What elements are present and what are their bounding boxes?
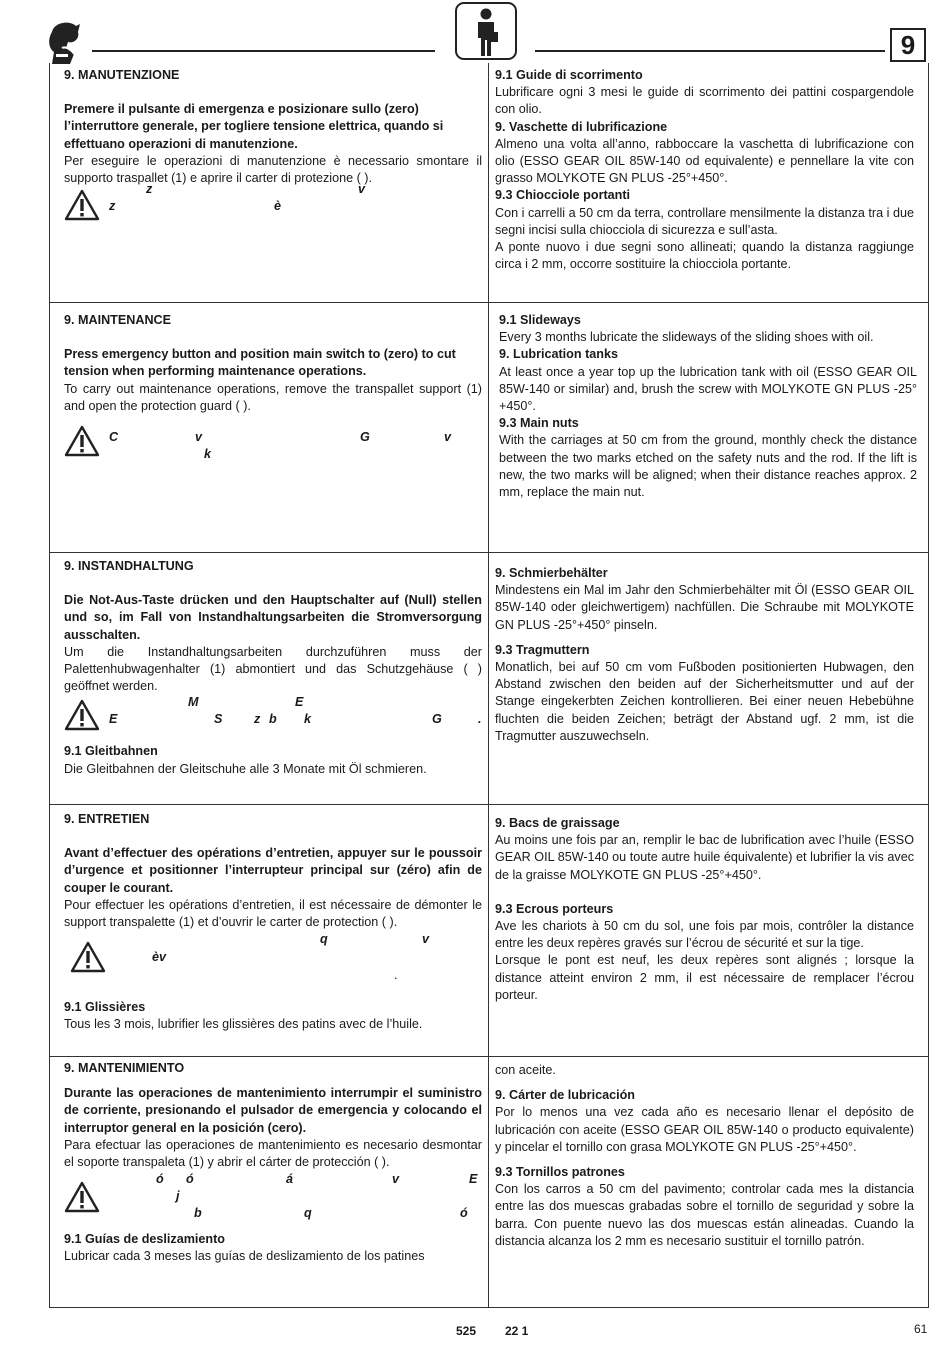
warning-block [70, 931, 488, 999]
warning-icon [70, 941, 106, 973]
footer-model-code: 22 1 [505, 1324, 529, 1338]
warning-text-fragment: z [254, 712, 261, 727]
warning-text-fragment: è [274, 199, 282, 214]
warning-text-fragment: j [176, 1189, 180, 1204]
header-rule-right [535, 50, 885, 52]
subsection-text: At least once a year top up the lubrication tank with oil (ESSO GEAR OIL 85W-140 or similar) and, brush the screw with MOLYKOTE GN PLUS -25°+450°. [499, 364, 917, 414]
subsection-text: Every 3 months lubricate the slideways of the sliding shoes with oil. [499, 330, 874, 345]
warning-text-fragment: v [422, 932, 430, 947]
header-rule-left [92, 50, 435, 52]
subsection-title: 9.3 Ecrous porteurs [495, 901, 614, 916]
warning-text-fragment: E [109, 712, 118, 727]
warning-text-fragment: v [195, 430, 203, 445]
safety-instruction: Press emergency button and position main switch to (zero) to cut tension when performing maintenance operations. [64, 347, 456, 379]
body-text: Para efectuar las operaciones de mantenimiento es necesario desmontar el soporte transpaleta (1) y abrir el cárter de protección ( ). [64, 1137, 482, 1170]
subsection-title: 9.3 Chiocciole portanti [495, 188, 631, 203]
subsection-title: 9.1 Gleitbahnen [64, 744, 158, 759]
section-es-left [64, 1060, 482, 1266]
section-de-right [495, 565, 914, 745]
subsection-title: 9. Cárter de lubricación [495, 1088, 635, 1103]
warning-icon [64, 189, 100, 221]
section-es-right [495, 1062, 914, 1250]
subsection-text-continued: con aceite. [495, 1063, 556, 1077]
section-title: 9. ENTRETIEN [64, 812, 150, 826]
section-title: 9. MAINTENANCE [64, 313, 172, 327]
section-fr-right [495, 815, 914, 1004]
warning-block [64, 1171, 482, 1231]
subsection-title: 9.1 Glissières [64, 1000, 146, 1015]
brand-logo-icon [44, 18, 88, 66]
body-text: Per eseguire le operazioni di manutenzione è necessario smontare il supporto traspallet (1) e aprire il carter di protezione ( ). [64, 153, 482, 186]
warning-text-fragment: C [109, 430, 119, 445]
footer-model-code: 525 [456, 1324, 477, 1338]
warning-text-fragment: èv [152, 950, 167, 965]
subsection-title: 9. Vaschette di lubrificazione [495, 119, 668, 134]
subsection-text: With the carriages at 50 cm from the ground, monthly check the distance between the two marks etched on the safety nuts and the rod. If the lift is new, the two marks will be aligned; when their distance reaches approx. 2 mm, replace the main nut. [499, 433, 917, 500]
person-icon [457, 4, 515, 58]
warning-text-fragment: ó [156, 1172, 164, 1187]
subsection-text: Lorsque le pont est neuf, les deux repères sont alignés ; lorsque la distance atteint environ 2 mm, il est nécessaire de remplacer l’écrou porteur. [495, 953, 914, 1002]
safety-instruction: Durante las operaciones de mantenimiento interrumpir el suministro de corriente, presionando el pulsador de emergencia y colocando el interruptor general en la posición (cero). [64, 1086, 482, 1135]
warning-text-fragment: ó [186, 1172, 194, 1187]
section-title: 9. INSTANDHALTUNG [64, 559, 194, 573]
section-title: 9. MANTENIMIENTO [64, 1061, 185, 1075]
subsection-title: 9. Bacs de graissage [495, 816, 620, 830]
body-text: Um die Instandhaltungsarbeiten durchzuführen muss der Palettenhubwagenhalter (1) abmontiert und das Schutzgehäuse ( ) geöffnet werden. [64, 644, 482, 694]
section-de-left [64, 558, 482, 778]
section-title: 9. MANUTENZIONE [64, 68, 180, 82]
safety-instruction: Die Not-Aus-Taste drücken und den Hauptschalter auf (Null) stellen und so, im Fall von Instandhaltungsarbeiten die Stromversorgung ausschalten. [64, 593, 482, 642]
subsection-text: Por lo menos una vez cada año es necesario llenar el depósito de lubricación con aceite (ESSO GEAR OIL 85W-140 o producto equivalente) y pincelar el tornillo con grasa MOLYKOTE GN PLUS -25°+450°. [495, 1105, 914, 1154]
section-divider-4 [49, 1056, 929, 1057]
warning-text-fragment: v [358, 182, 366, 197]
warning-text-fragment: b [269, 712, 277, 727]
subsection-text: Die Gleitbahnen der Gleitschuhe alle 3 Monate mit Öl schmieren. [64, 761, 427, 776]
section-divider-2 [49, 552, 929, 553]
subsection-text: Mindestens ein Mal im Jahr den Schmierbehälter mit Öl (ESSO GEAR OIL 85W-140 oder gleichwertigem) nachfüllen. Die Schraube mit MOLYKOTE GN PLUS -25°+450° pinseln. [495, 583, 914, 632]
subsection-text: Monatlich, bei auf 50 cm vom Fußboden positionierten Hubwagen, den Abstand zwischen den beiden auf der Sicherheitsmutter und auf der Stange eingekerbten Zeichen kontrollieren. Bei einer neuen Hebebühne fluchten die beiden Zeichen; beträgt der Abstand ugf. 2 mm, ist die Tragmutter auszuwechseln. [495, 660, 914, 743]
warning-text-fragment: ó [460, 1206, 468, 1221]
warning-text-fragment: q [320, 932, 328, 947]
warning-text-fragment: G [360, 430, 370, 445]
warning-block [64, 423, 482, 463]
subsection-title: 9. Schmierbehälter [495, 566, 608, 580]
subsection-title: 9.1 Guías de deslizamiento [64, 1232, 225, 1247]
warning-text-fragment: v [444, 430, 452, 445]
subsection-title: 9.1 Guide di scorrimento [495, 68, 643, 82]
warning-icon [64, 1181, 100, 1213]
page-number: 61 [914, 1322, 928, 1336]
warning-text-fragment: G [432, 712, 442, 727]
safety-instruction: Premere il pulsante di emergenza e posizionare sullo (zero) l’interruttore generale, per togliere tensione elettrica, quando si effettuano operazioni di manutenzione. [64, 102, 444, 151]
subsection-text: A ponte nuovo i due segni sono allineati; quando la distanza raggiunge circa i 2 mm, occorre sostituire la chiocciola portante. [495, 240, 914, 272]
subsection-text: Lubricar cada 3 meses las guías de deslizamiento de los patines [64, 1249, 425, 1264]
warning-text-fragment: E [295, 695, 304, 710]
section-en-left [64, 312, 482, 463]
warning-text-fragment: k [304, 712, 312, 727]
subsection-title: 9.1 Slideways [499, 313, 581, 327]
section-divider-1 [49, 302, 929, 303]
warning-text-fragment: S [214, 712, 223, 727]
warning-text-fragment: á [286, 1172, 294, 1187]
subsection-text: Tous les 3 mois, lubrifier les glissières des patins avec de l’huile. [64, 1017, 423, 1032]
subsection-title: 9.3 Tornillos patrones [495, 1165, 625, 1180]
warning-text-fragment: . [394, 968, 398, 983]
warning-text-fragment: v [392, 1172, 400, 1187]
subsection-text: Almeno una volta all’anno, rabboccare la vaschetta di lubrificazione con olio (ESSO GEAR OIL 85W-140 od equivalente) e pennellare la vite con grasso MOLYKOTE GN PLUS -25°+450°. [495, 136, 914, 186]
section-divider-3 [49, 804, 929, 805]
subsection-title: 9. Lubrication tanks [499, 347, 618, 362]
warning-text-fragment: b [194, 1206, 202, 1221]
subsection-title: 9.3 Tragmuttern [495, 642, 590, 657]
warning-block [64, 182, 482, 227]
warning-text-fragment: E [469, 1172, 478, 1187]
warning-icon [64, 425, 100, 457]
section-en-right [499, 312, 917, 501]
warning-text-fragment: z [146, 182, 153, 197]
warning-icon [64, 699, 100, 731]
warning-text-fragment: q [304, 1206, 312, 1221]
warning-text-fragment: . [478, 712, 482, 727]
subsection-text: Au moins une fois par an, remplir le bac de lubrification avec l’huile (ESSO GEAR OIL 85W-140 ou toute autre huile équivalente) et lubrifier la vis avec de la graisse MOLYKOTE GN PLUS -25°+450°. [495, 833, 914, 882]
column-divider [488, 63, 489, 1308]
body-text: To carry out maintenance operations, remove the transpallet support (1) and open the protection guard ( ). [64, 381, 482, 413]
subsection-text: Ave les chariots à 50 cm du sol, une fois par mois, contrôler la distance entre les deux repères gravés sur l’écrou de sécurité et sur la tige. [495, 919, 914, 951]
subsection-text: Lubrificare ogni 3 mesi le guide di scorrimento dei pattini cospargendole con olio. [495, 85, 914, 117]
section-it-left [64, 67, 482, 227]
subsection-text: Con los carros a 50 cm del pavimento; controlar cada mes la distancia entre las dos muescas grabadas sobre el tornillo de seguridad y sobre la barra. Con puente nuevo las dos muescas están alineadas. Cuando la distancia alcanza los 2 mm es necesario sustituir el tornillo patrón. [495, 1182, 914, 1248]
warning-text-fragment: k [204, 447, 212, 462]
chapter-number: 9 [890, 28, 926, 62]
warning-text-fragment: M [188, 695, 199, 710]
subsection-text: Con i carrelli a 50 cm da terra, controllare mensilmente la distanza tra i due segni incisi sulla chiocciola di sicurezza e sull’asta. [495, 205, 914, 237]
body-text: Pour effectuer les opérations d’entretien, il est nécessaire de démonter le support transpalette (1) et d’ouvrir le carter de protection ( ). [64, 897, 482, 930]
section-fr-left [64, 811, 482, 1034]
subsection-title: 9.3 Main nuts [499, 416, 579, 431]
warning-text-fragment: z [109, 199, 116, 214]
safety-instruction: Avant d’effectuer des opérations d’entretien, appuyer sur le poussoir d’urgence et positionner l’interrupteur principal sur (zéro) afin de couper le courant. [64, 846, 482, 895]
section-it-right [495, 67, 914, 273]
operator-icon-box [455, 2, 517, 60]
warning-block [64, 695, 482, 743]
